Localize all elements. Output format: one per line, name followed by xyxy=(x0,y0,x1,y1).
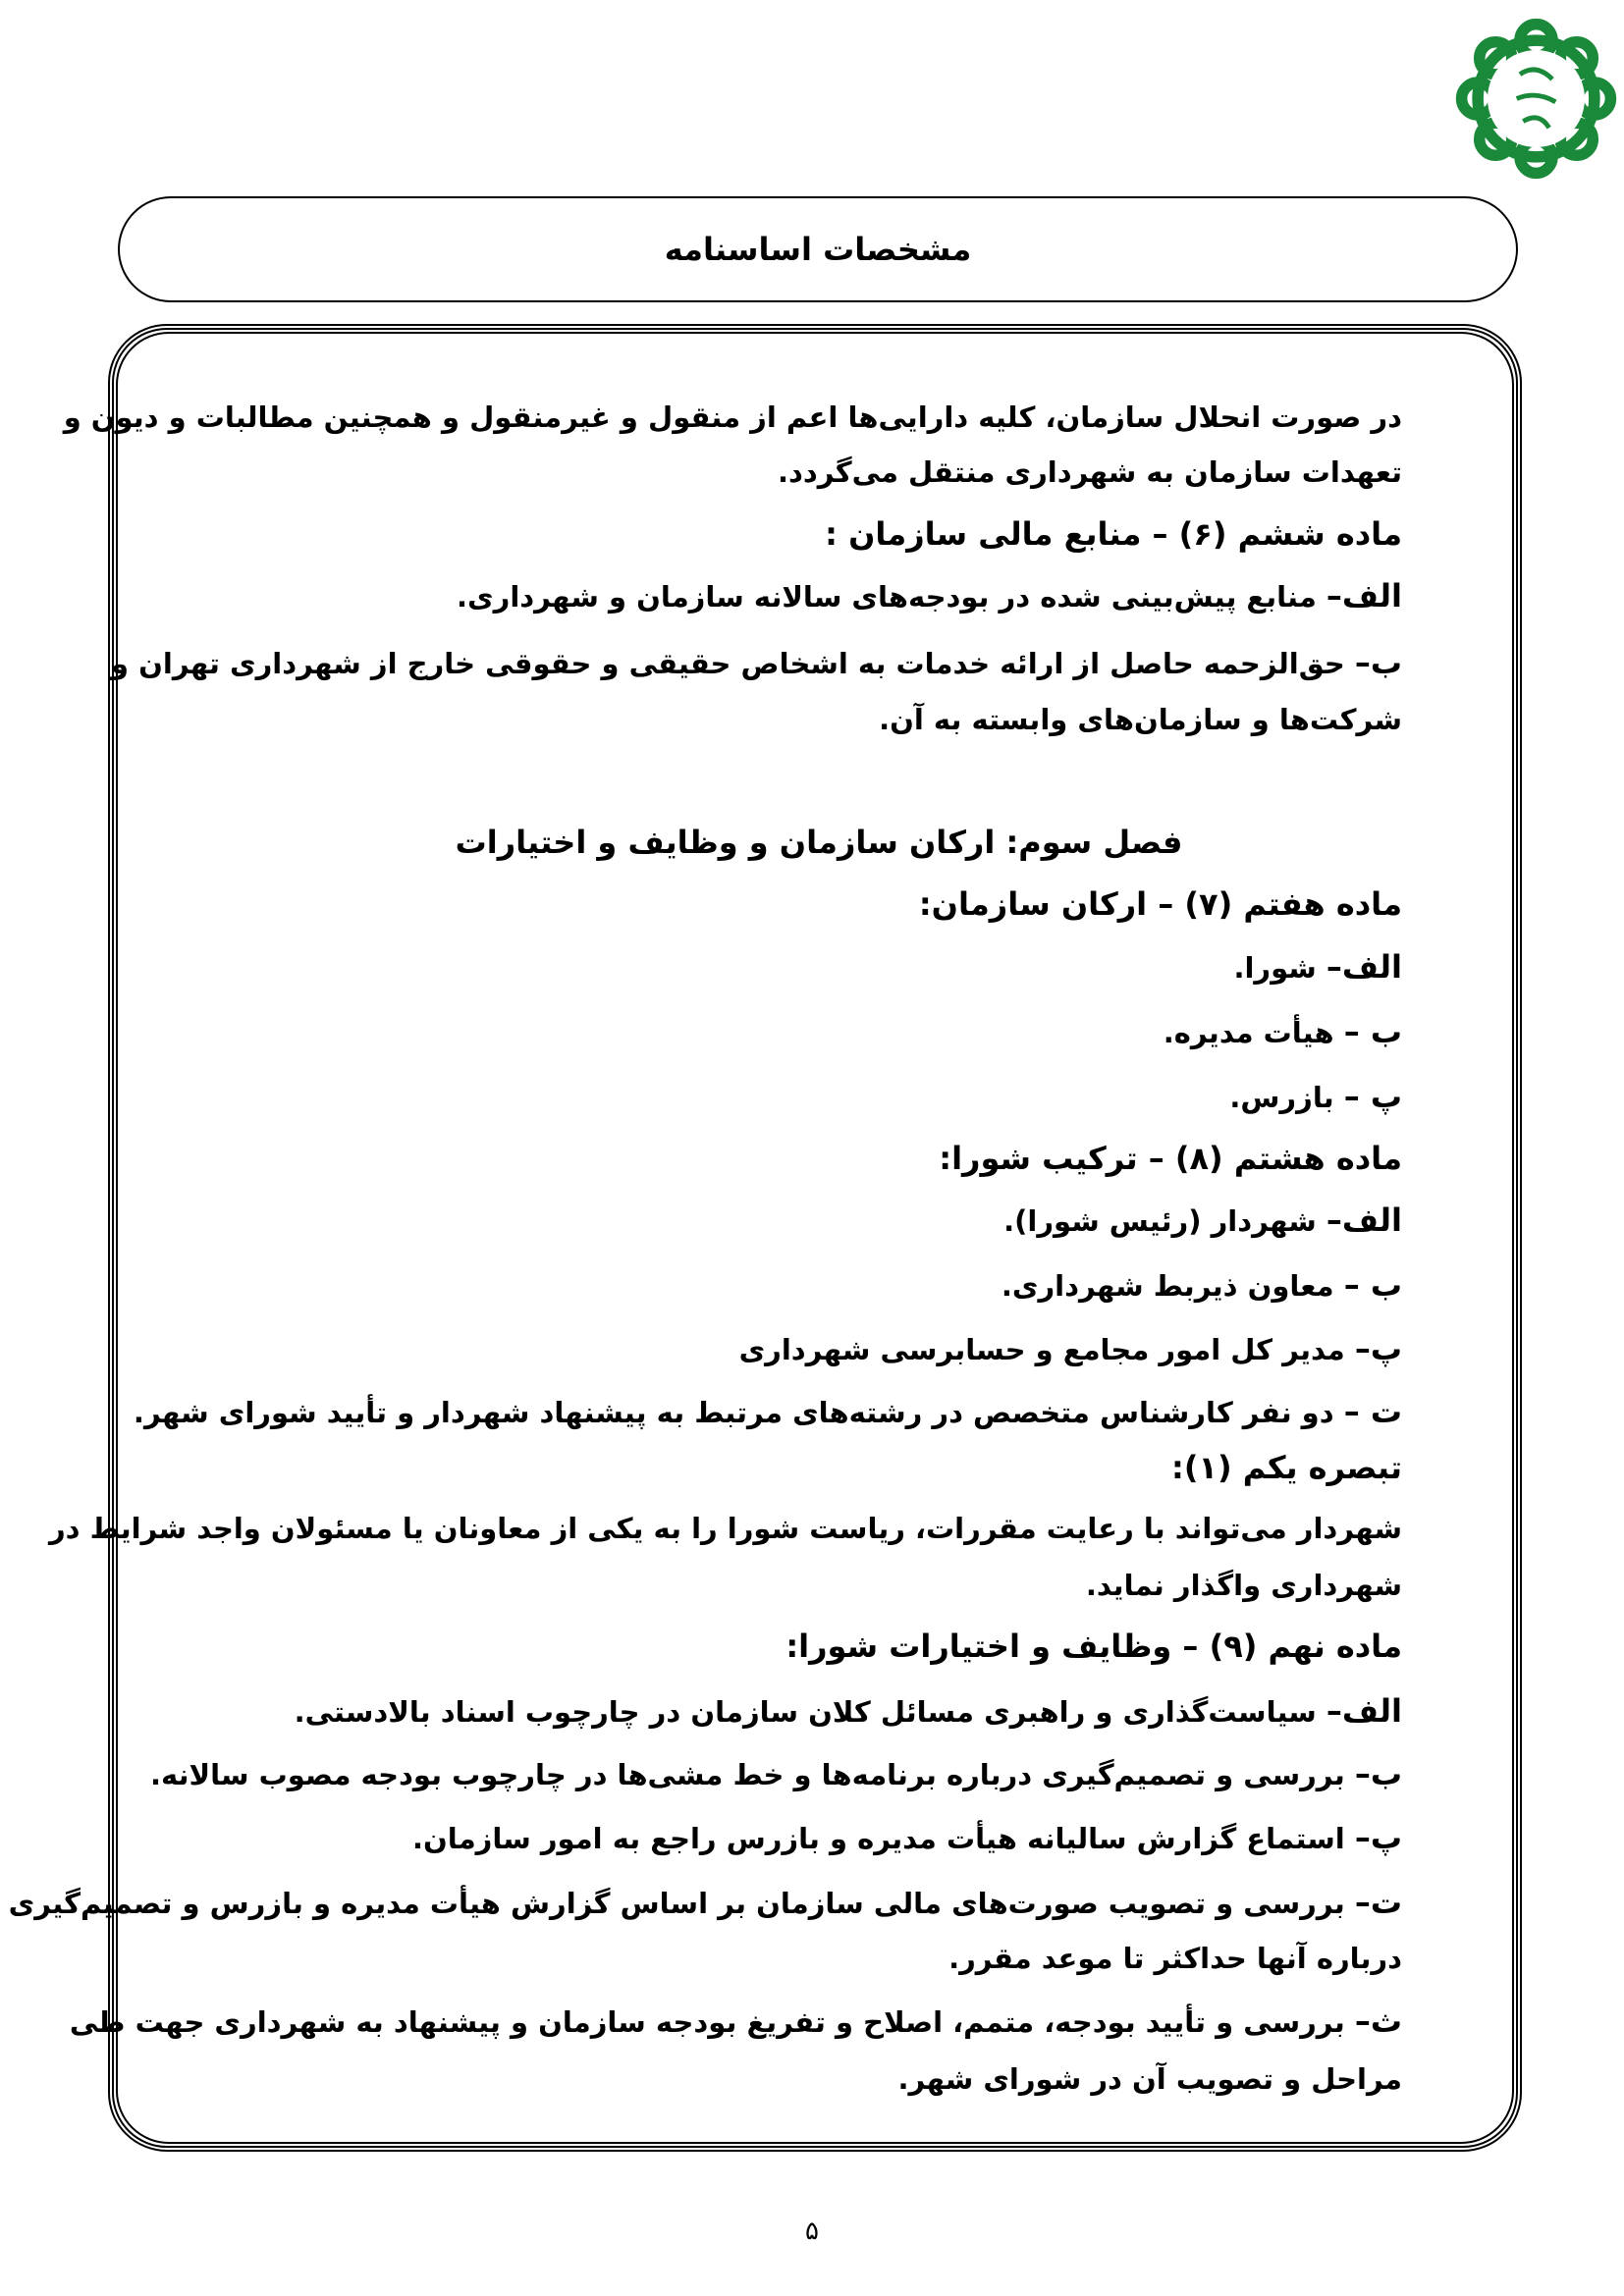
section-heading xyxy=(236,514,1402,554)
clause-text: مراحل و تصویب آن در شورای شهر. xyxy=(897,2062,1402,2096)
section-heading xyxy=(236,1627,1402,1666)
paragraph-line xyxy=(48,1509,1402,1548)
paragraph-line xyxy=(8,1883,1402,1923)
clause-label: الف– xyxy=(1326,1201,1402,1239)
clause-label: ب – xyxy=(1343,1013,1402,1050)
paragraph-line xyxy=(150,1754,1402,1794)
paragraph-line xyxy=(69,2002,1402,2042)
paragraph-line xyxy=(236,1329,1402,1369)
clause-text: هیأت مدیره. xyxy=(1163,1016,1344,1049)
paragraph-line xyxy=(236,2059,1402,2099)
clause-text: شرکت‌ها و سازمان‌های وابسته به آن. xyxy=(879,703,1402,736)
clause-text: فصل سوم: ارکان سازمان و وظایف و اختیارات xyxy=(455,824,1183,861)
clause-label: ب – xyxy=(1343,1266,1402,1304)
clause-label: الف– xyxy=(1326,1692,1402,1730)
paragraph-line xyxy=(236,1448,1402,1488)
paragraph-line xyxy=(236,1939,1402,1978)
clause-text: معاون ذیربط شهرداری. xyxy=(1001,1269,1344,1303)
clause-label: ت – xyxy=(1343,1393,1402,1430)
clause-text: شورا. xyxy=(1233,951,1326,985)
clause-label: الف– xyxy=(1326,577,1402,614)
clause-label: پ– xyxy=(1354,1819,1402,1856)
clause-label: تبصره یکم (۱): xyxy=(1171,1449,1402,1486)
clause-label: ث– xyxy=(1354,2002,1402,2040)
section-heading xyxy=(236,1139,1402,1178)
section-heading xyxy=(236,884,1402,924)
paragraph-line xyxy=(236,453,1402,492)
clause-text: سیاست‌گذاری و راهبری مسائل کلان سازمان در چارچوب اسناد بالادستی. xyxy=(294,1695,1326,1729)
clause-text: منابع پیش‌بینی شده در بودجه‌های سالانه سازمان و شهرداری. xyxy=(457,580,1326,614)
paragraph-line xyxy=(236,947,1402,988)
clause-text: شهردار (رئیس شورا). xyxy=(1003,1204,1326,1238)
clause-text: ماده ششم (۶) – منابع مالی سازمان : xyxy=(825,515,1402,553)
clause-label: ب– xyxy=(1354,1755,1402,1792)
paragraph-line xyxy=(236,1201,1402,1241)
section-header xyxy=(118,196,1518,302)
paragraph-line xyxy=(236,1818,1402,1858)
clause-text: درباره آنها حداکثر تا موعد مقرر. xyxy=(948,1942,1402,1975)
paragraph-line xyxy=(236,1566,1402,1605)
tehran-municipality-logo xyxy=(1455,18,1617,180)
clause-label: پ – xyxy=(1343,1078,1402,1115)
clause-label: پ– xyxy=(1354,1330,1402,1367)
clause-text: ماده هفتم (۷) – ارکان سازمان: xyxy=(918,885,1402,923)
clause-label: ب– xyxy=(1354,644,1402,681)
clause-text: مدیر کل امور مجامع و حسابرسی شهرداری xyxy=(738,1333,1355,1366)
clause-text: در صورت انحلال سازمان، کلیه دارایی‌ها اعم از منقول و غیرمنقول و همچنین مطالبات و دیون و xyxy=(63,400,1402,434)
paragraph-line xyxy=(236,700,1402,739)
clause-text: بازرس. xyxy=(1229,1081,1344,1114)
paragraph-line xyxy=(236,1077,1402,1117)
page-number: ۵ xyxy=(805,2216,819,2246)
paragraph-line xyxy=(63,398,1402,437)
clause-text: بررسی و تأیید بودجه، متمم، اصلاح و تفریغ بودجه سازمان و پیشنهاد به شهرداری جهت طی xyxy=(69,2005,1355,2039)
clause-text: استماع گزارش سالیانه هیأت مدیره و بازرس راجع به امور سازمان. xyxy=(412,1822,1355,1855)
paragraph-line xyxy=(133,1392,1402,1432)
clause-text: بررسی و تصمیم‌گیری درباره برنامه‌ها و خط مشی‌ها در چارچوب بودجه مصوب سالانه. xyxy=(150,1758,1355,1791)
clause-text: ماده هشتم (۸) – ترکیب شورا: xyxy=(939,1140,1402,1177)
clause-text: شهردار می‌تواند با رعایت مقررات، ریاست شورا را به یکی از معاونان یا مسئولان واجد شرایط در xyxy=(48,1512,1402,1545)
clause-text: شهرداری واگذار نماید. xyxy=(1085,1569,1402,1602)
clause-text: تعهدات سازمان به شهرداری منتقل می‌گردد. xyxy=(777,455,1402,489)
clause-label: الف– xyxy=(1326,948,1402,986)
paragraph-line xyxy=(236,1265,1402,1306)
clause-text: حق‌الزحمه حاصل از ارائه خدمات به اشخاص حقیقی و حقوقی خارج از شهرداری تهران و xyxy=(111,647,1355,680)
clause-text: دو نفر کارشناس متخصص در رشته‌های مرتبط به پیشنهاد شهردار و تأیید شورای شهر. xyxy=(133,1396,1344,1429)
section-heading xyxy=(236,823,1402,862)
clause-text: بررسی و تصویب صورت‌های مالی سازمان بر اساس گزارش هیأت مدیره و بازرس و تصمیم‌گیری xyxy=(8,1887,1355,1920)
paragraph-line xyxy=(111,643,1402,683)
section-title: مشخصات اساسنامه xyxy=(664,231,972,268)
clause-label: ت– xyxy=(1354,1884,1402,1921)
paragraph-line xyxy=(236,1012,1402,1052)
paragraph-line xyxy=(236,1691,1402,1732)
paragraph-line xyxy=(236,576,1402,616)
clause-text: ماده نهم (۹) – وظایف و اختیارات شورا: xyxy=(785,1628,1402,1665)
